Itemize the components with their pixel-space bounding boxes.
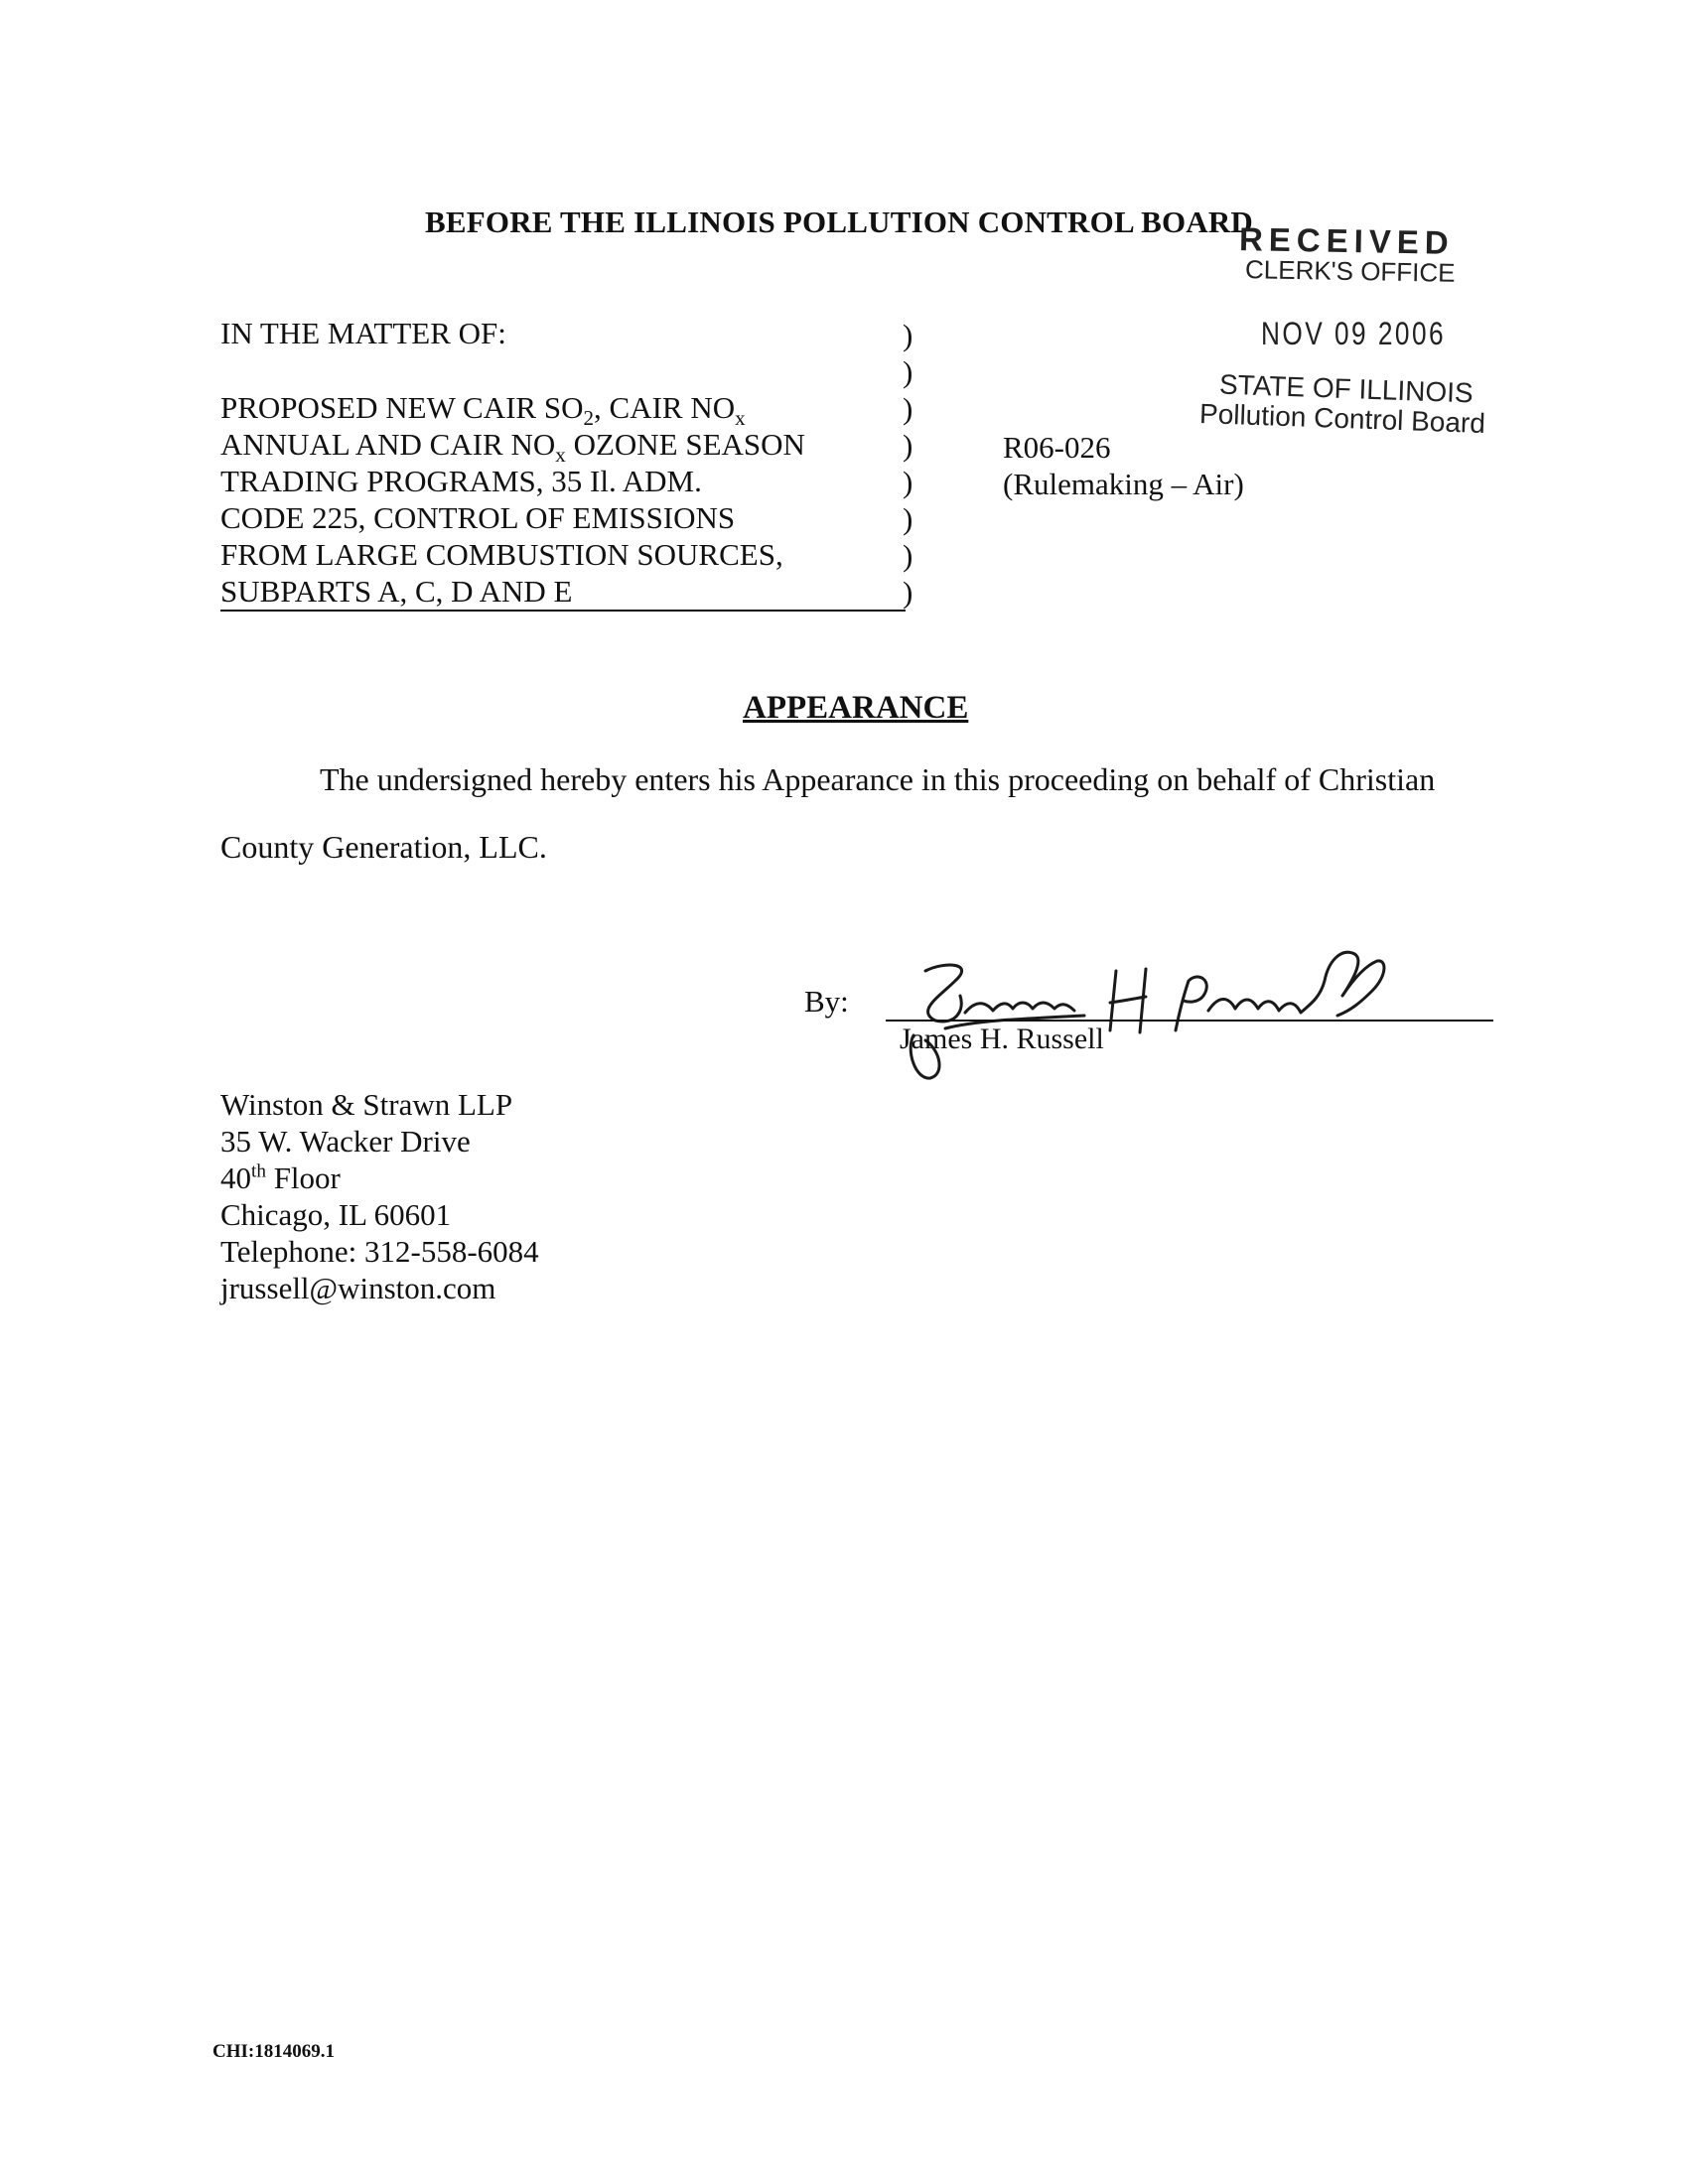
stamp-board: Pollution Control Board [1198,397,1486,440]
caption-paren: ) [903,428,913,463]
caption-line-6: SUBPARTS A, C, D AND E [220,574,573,609]
caption-paren: ) [903,501,913,536]
caption-line-1 [220,390,746,431]
caption-line-1-sub-so2: 2 [583,406,595,431]
case-number: R06-026 [1003,430,1111,465]
floor-word: Floor [265,1160,341,1195]
caption-line-2 [220,427,805,468]
stamp-state: STATE OF ILLINOIS [1218,368,1474,409]
email: jrussell@winston.com [220,1271,496,1305]
caption-line-1-b: , CAIR NO [594,390,736,425]
caption-paren: ) [903,318,913,352]
caption-paren: ) [903,538,913,573]
stamp-received: RECEIVED [1238,220,1456,261]
caption-paren: ) [903,354,913,389]
handwritten-signature [886,941,1501,1090]
floor-number: 40 [220,1160,251,1195]
caption-underline-rule [220,610,906,612]
caption-line-1-sub-nox: x [735,406,746,431]
caption-line-2-sub-nox: x [555,443,566,468]
caption-paren: ) [903,391,913,426]
caption-matter: IN THE MATTER OF: [220,316,506,350]
signatory-name: James H. Russell [900,1023,1104,1055]
caption-line-3: TRADING PROGRAMS, 35 Il. ADM. [220,464,702,498]
case-type: (Rulemaking – Air) [1003,467,1244,501]
stamp-date: NOV 09 2006 [1261,316,1447,351]
body-text-line-2: County Generation, LLC. [220,829,547,865]
caption-line-2-a: ANNUAL AND CAIR NO [220,427,556,462]
appearance-title: APPEARANCE [743,690,969,726]
document-id: CHI:1814069.1 [212,2041,335,2062]
stamp-clerks-office: CLERK'S OFFICE [1244,254,1456,288]
firm-name: Winston & Strawn LLP [220,1087,513,1122]
body-text-line-1: The undersigned hereby enters his Appearance in this proceeding on behalf of Christian [320,761,1436,797]
caption-line-4: CODE 225, CONTROL OF EMISSIONS [220,500,736,535]
telephone: Telephone: 312-558-6084 [220,1234,539,1269]
floor [220,1160,341,1196]
street-address: 35 W. Wacker Drive [220,1124,471,1159]
caption-line-2-b: OZONE SEASON [565,427,805,462]
caption-line-5: FROM LARGE COMBUSTION SOURCES, [220,537,783,572]
document-heading: BEFORE THE ILLINOIS POLLUTION CONTROL BOARD [425,205,1254,239]
caption-paren: ) [903,575,913,610]
caption-line-1-a: PROPOSED NEW CAIR SO [220,390,584,425]
floor-ordinal: th [251,1160,266,1182]
caption-paren: ) [903,465,913,499]
city-state-zip: Chicago, IL 60601 [220,1197,452,1232]
by-label: By: [804,984,849,1019]
